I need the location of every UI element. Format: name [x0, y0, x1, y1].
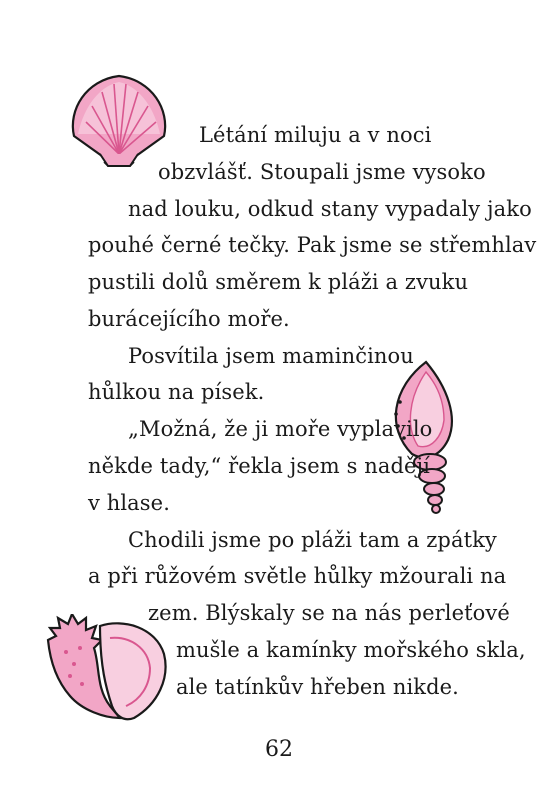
- text-line: Posvítila jsem maminčinou: [128, 344, 414, 368]
- text-line: v hlase.: [88, 491, 170, 515]
- text-line: a při růžovém světle hůlky mžourali na: [88, 564, 507, 588]
- text-line: „Možná, že ji moře vyplavilo: [128, 417, 433, 441]
- text-line: hůlkou na písek.: [88, 380, 265, 404]
- conch-shell-icon: [40, 614, 170, 726]
- text-line: mušle a kamínky mořského skla,: [176, 638, 526, 662]
- text-line: Chodili jsme po pláži tam a zpátky: [128, 528, 497, 552]
- text-line: ale tatínkův hřeben nikde.: [176, 675, 459, 699]
- text-line: burácejícího moře.: [88, 307, 290, 331]
- scallop-shell-icon: [64, 66, 174, 170]
- text-line: zem. Blýskaly se na nás perleťové: [148, 601, 510, 625]
- page-number: 62: [265, 737, 293, 762]
- text-line: Létání miluju a v noci: [199, 123, 432, 147]
- text-line: nad louku, odkud stany vypadaly jako: [128, 197, 532, 221]
- text-line: někde tady,“ řekla jsem s nadějí: [88, 454, 430, 478]
- text-line: obzvlášť. Stoupali jsme vysoko: [158, 160, 486, 184]
- text-line: pustili dolů směrem k pláži a zvuku: [88, 270, 469, 294]
- text-line: pouhé černé tečky. Pak jsme se střemhlav: [88, 233, 537, 257]
